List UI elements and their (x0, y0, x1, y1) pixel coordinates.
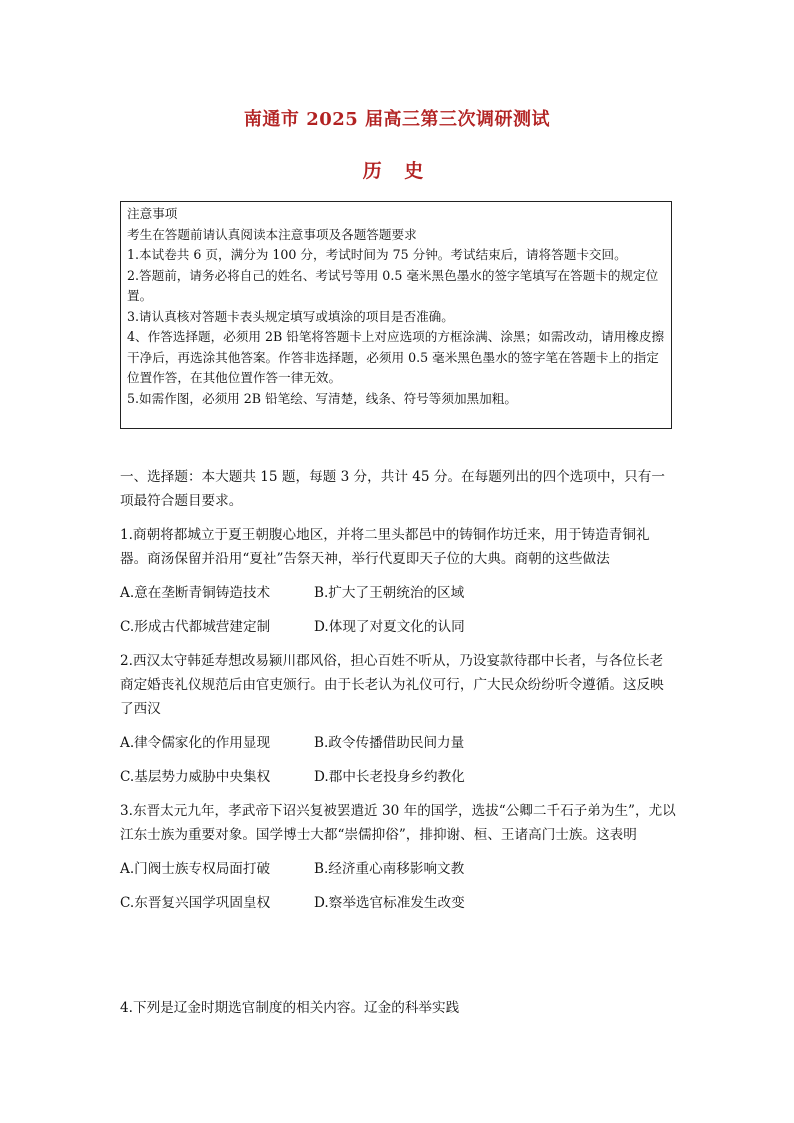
notice-heading: 注意事项 (127, 206, 178, 221)
option-c: C.形成古代都城营建定制 (120, 619, 271, 635)
notice-line: 考生在答题前请认真阅读本注意事项及各题答题要求 (127, 226, 417, 242)
notice-line: 1.本试卷共 6 页，满分为 100 分，考试时间为 75 分钟。考试结束后，请将答题卡交回。 (127, 247, 627, 262)
option-d: D.体现了对夏文化的认同 (314, 619, 465, 635)
option-d: D.郡中长老投身乡约教化 (314, 769, 465, 785)
question-1-options-row-1 (120, 581, 676, 605)
option-a: A.意在垄断青铜铸造技术 (120, 585, 271, 601)
question-3-options-row-1 (120, 857, 676, 881)
question-2-options-row-2 (120, 765, 676, 789)
question-3-options-row-2 (120, 891, 676, 915)
question-4-stem: 4.下列是辽金时期选官制度的相关内容。辽金的科举实践 (120, 1000, 460, 1016)
question-1-options-row-2 (120, 615, 676, 639)
notice-line: 3.请认真核对答题卡表头规定填写或填涂的项目是否准确。 (127, 308, 454, 324)
notice-line: 5.如需作图，必须用 2B 铅笔绘、写清楚，线条、符号等须加黑加粗。 (127, 390, 517, 406)
option-b: B.经济重心南移影响文教 (314, 861, 465, 877)
subject-title: 历 史 (362, 160, 432, 182)
notice-line: 2.答题前，请务必将自己的姓名、考试号等用 0.5 毫米黑色墨水的签字笔填写在答题卡的规定位置。 (127, 267, 659, 303)
notice-line: 4、作答选择题，必须用 2B 铅笔将答题卡上对应选项的方框涂满、涂黑；如需改动，请用橡皮擦干净后，再选涂其他答案。作答非选择题，必须用 0.5 毫米黑色墨水的签字笔在答题卡上的指定位置作答，在其他位置作答一律无效。 (127, 329, 665, 385)
section-intro: 一、选择题：本大题共 15 题，每题 3 分，共计 45 分。在每题列出的四个选项中，只有一项最符合题目要求。 (120, 469, 665, 509)
question-1-stem: 1.商朝将都城立于夏王朝腹心地区，并将二里头都邑中的铸铜作坊迁来，用于铸造青铜礼器。商汤保留并沿用“夏社”告祭天神，举行代夏即天子位的大典。商朝的这些做法 (120, 527, 650, 567)
option-b: B.扩大了王朝统治的区域 (314, 585, 465, 601)
option-c: C.基层势力威胁中央集权 (120, 769, 271, 785)
notice-box (120, 201, 672, 429)
question-3-stem: 3.东晋太元九年，孝武帝下诏兴复被罢遣近 30 年的国学，选拔“公卿二千石子弟为生”，尤以江东士族为重要对象。国学博士大都“崇儒抑俗”，排抑谢、桓、王诸高门士族。这表明 (120, 803, 676, 843)
option-a: A.门阀士族专权局面打破 (120, 861, 271, 877)
option-a: A.律令儒家化的作用显现 (120, 735, 271, 751)
exam-title: 南通市 2025 届高三第三次调研测试 (243, 109, 551, 130)
option-c: C.东晋复兴国学巩固皇权 (120, 895, 271, 911)
questions-section (120, 465, 676, 925)
option-b: B.政令传播借助民间力量 (314, 735, 465, 751)
question-2-stem: 2.西汉太守韩延寿想改易颍川郡风俗，担心百姓不听从，乃设宴款待郡中长者，与各位长老商定婚丧礼仪规范后由官吏颁行。由于长老认为礼仪可行，广大民众纷纷听令遵循。这反映了西汉 (120, 653, 664, 717)
option-d: D.察举选官标准发生改变 (314, 895, 465, 911)
question-2-options-row-1 (120, 731, 676, 755)
